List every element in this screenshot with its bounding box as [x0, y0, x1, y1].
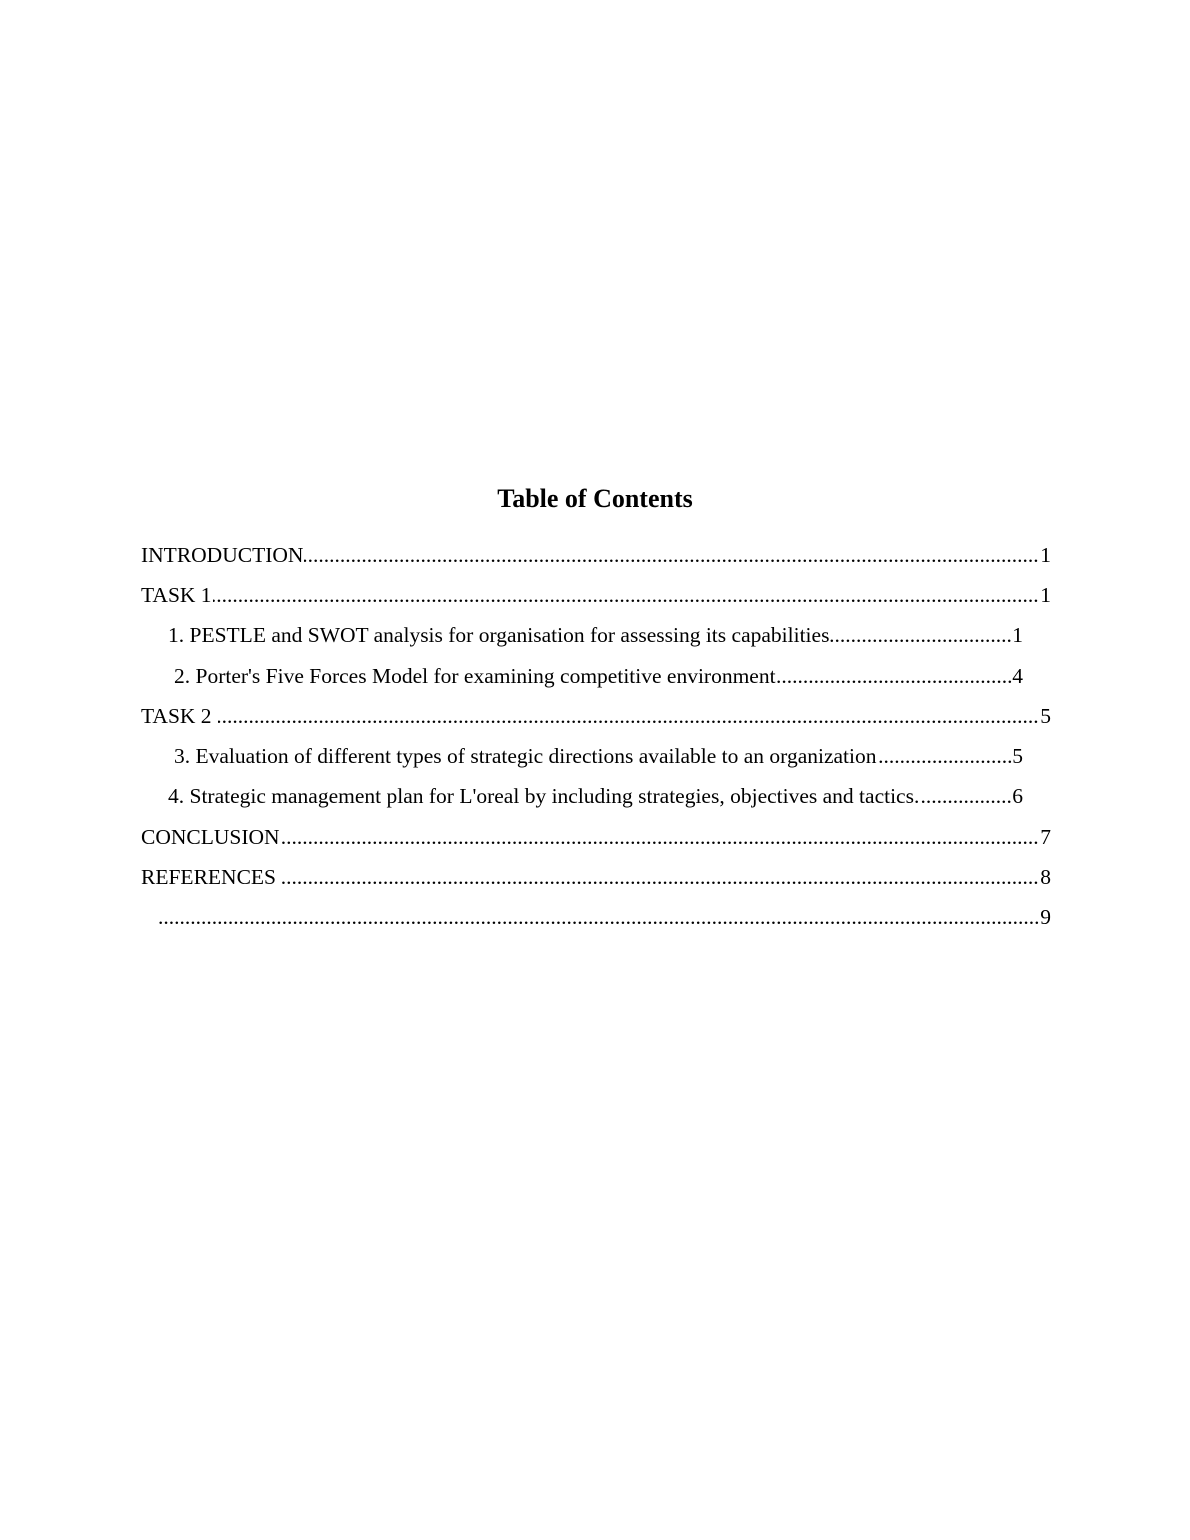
- toc-title: Table of Contents: [497, 484, 693, 513]
- toc-entry-page-number: 6: [1012, 781, 1023, 811]
- toc-entry-task-2[interactable]: [141, 701, 1051, 731]
- toc-entry-introduction[interactable]: [141, 540, 1051, 570]
- toc-entry-strategic-directions[interactable]: [174, 741, 1023, 771]
- toc-entry-page-number: 1: [1040, 580, 1051, 610]
- toc-entry-label: 1. PESTLE and SWOT analysis for organisation for assessing its capabilities: [168, 620, 830, 650]
- toc-entry-page-number: 9: [1040, 902, 1051, 932]
- toc-entry-page-number: 5: [1040, 701, 1051, 731]
- toc-entry-pestle-swot[interactable]: [168, 620, 1023, 650]
- toc-entry-label: CONCLUSION: [141, 822, 281, 852]
- toc-entry-strategic-management-plan[interactable]: [168, 781, 1023, 811]
- toc-entry-label: TASK 1: [141, 580, 213, 610]
- toc-entry-label: 2. Porter's Five Forces Model for examining competitive environment: [174, 661, 777, 691]
- toc-entry-label: TASK 2: [141, 701, 218, 731]
- toc-entry-untitled[interactable]: [158, 902, 1051, 932]
- toc-entry-references[interactable]: [141, 862, 1051, 892]
- toc-leader-dots: [158, 902, 1051, 932]
- toc-entry-page-number: 1: [1012, 620, 1023, 650]
- toc-entry-page-number: 8: [1040, 862, 1051, 892]
- toc-entry-label: 4. Strategic management plan for L'oreal by including strategies, objectives and tactics.: [168, 781, 920, 811]
- toc-entry-page-number: 1: [1040, 540, 1051, 570]
- toc-entry-label: REFERENCES: [141, 862, 282, 892]
- toc-entry-page-number: 7: [1040, 822, 1051, 852]
- toc-entry-page-number: 5: [1012, 741, 1023, 771]
- toc-entry-conclusion[interactable]: [141, 822, 1051, 852]
- toc-entry-label: 3. Evaluation of different types of strategic directions available to an organization: [174, 741, 878, 771]
- toc-leader-dots: [141, 701, 1051, 731]
- toc-leader-dots: [141, 580, 1051, 610]
- toc-entry-porters-five-forces[interactable]: [174, 661, 1023, 691]
- toc-entry-task-1[interactable]: [141, 580, 1051, 610]
- toc-entry-page-number: 4: [1012, 661, 1023, 691]
- toc-entry-label: INTRODUCTION: [141, 540, 304, 570]
